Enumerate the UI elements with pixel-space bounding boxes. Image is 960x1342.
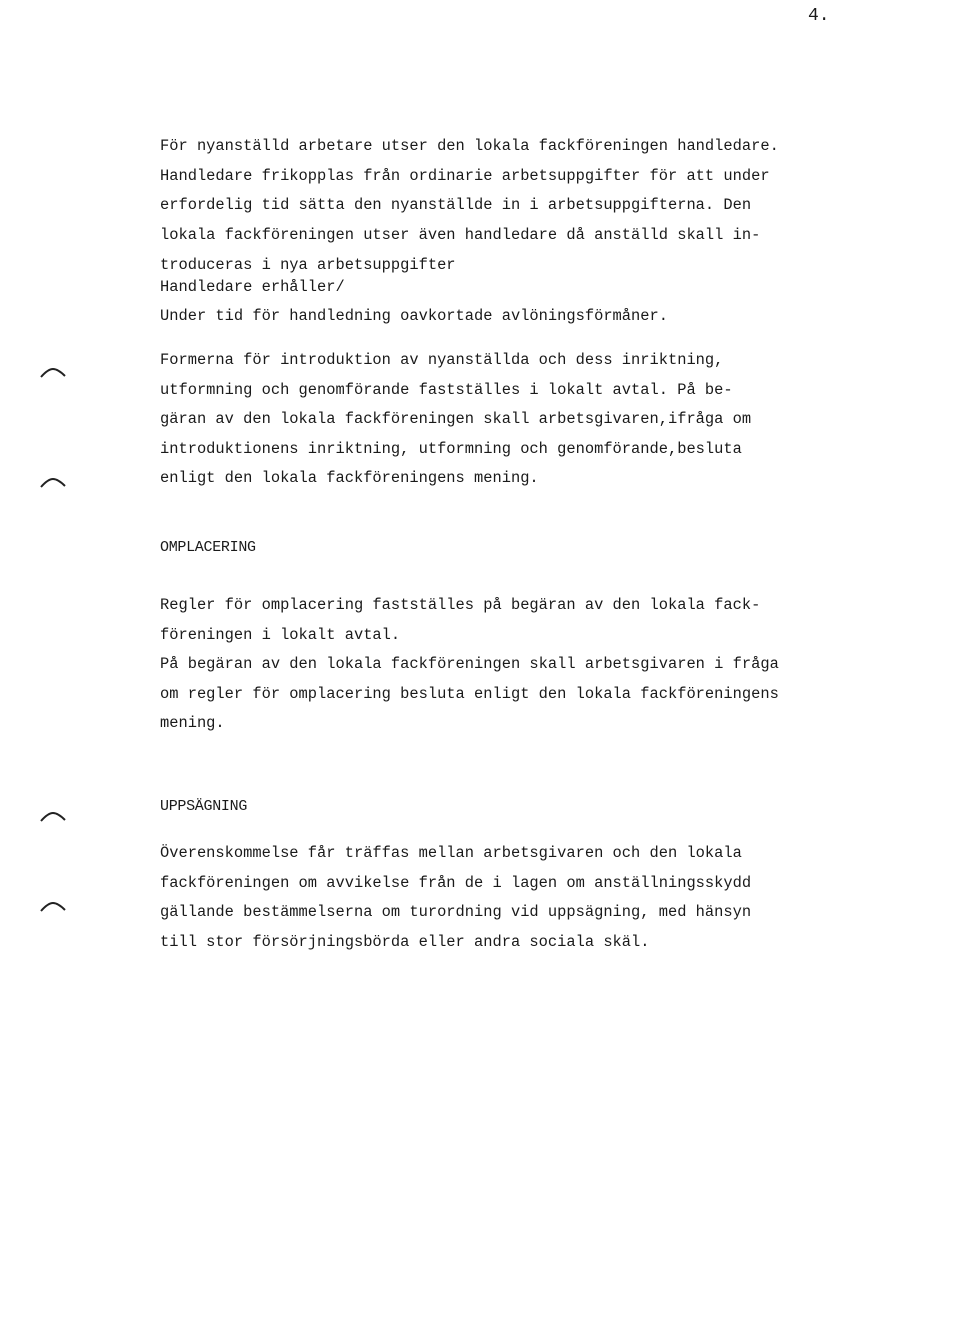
text-line: Regler för omplacering fastställes på begäran av den lokala fack- — [160, 596, 761, 614]
omplacering-paragraph — [160, 591, 880, 739]
uppsagning-paragraph — [160, 839, 880, 957]
text-line: Handledare erhåller/ — [160, 278, 345, 297]
intro-paragraph — [160, 132, 880, 332]
text-line: troduceras i nya arbetsuppgifter — [160, 256, 456, 275]
margin-mark — [40, 368, 66, 378]
text-line: fackföreningen om avvikelse från de i lagen om anställningsskydd — [160, 873, 752, 892]
formerna-paragraph — [160, 346, 880, 494]
text-line: enligt den lokala fackföreningens mening. — [160, 469, 539, 488]
text-line: gäran av den lokala fackföreningen skall arbetsgivaren,ifråga om — [160, 410, 752, 429]
text-line: föreningen i lokalt avtal. — [160, 625, 401, 644]
text-line: om regler för omplacering besluta enligt den lokala fackföreningens — [160, 684, 779, 703]
text-line: till stor försörjningsbörda eller andra sociala skäl. — [160, 932, 650, 951]
text-line: På begäran av den lokala fackföreningen skall arbetsgivaren i fråga — [160, 655, 779, 674]
section-heading-uppsagning: UPPSÄGNING — [160, 798, 248, 815]
text-line: Överenskommelse får träffas mellan arbetsgivaren och den lokala — [160, 844, 742, 862]
text-line: mening. — [160, 714, 225, 733]
text-line: Under tid för handledning oavkortade avlöningsförmåner. — [160, 307, 668, 326]
text-line: gällande bestämmelserna om turordning vid uppsägning, med hänsyn — [160, 903, 752, 922]
text-line: Handledare frikopplas från ordinarie arbetsuppgifter för att under — [160, 166, 770, 185]
text-line: introduktionens inriktning, utformning och genomförande,besluta — [160, 439, 742, 458]
text-line: erfordelig tid sätta den nyanställde in i arbetsuppgifterna. Den — [160, 196, 752, 215]
section-heading-omplacering: OMPLACERING — [160, 539, 256, 556]
margin-mark — [40, 812, 66, 822]
text-line: För nyanställd arbetare utser den lokala fackföreningen handledare. — [160, 137, 779, 155]
text-line: Formerna för introduktion av nyanställda och dess inriktning, — [160, 351, 724, 369]
text-line: lokala fackföreningen utser även handledare då anställd skall in- — [160, 225, 761, 244]
text-line: utformning och genomförande fastställes i lokalt avtal. På be- — [160, 380, 733, 399]
margin-mark — [40, 902, 66, 912]
margin-mark — [40, 478, 66, 488]
page-number: 4. — [808, 6, 830, 26]
